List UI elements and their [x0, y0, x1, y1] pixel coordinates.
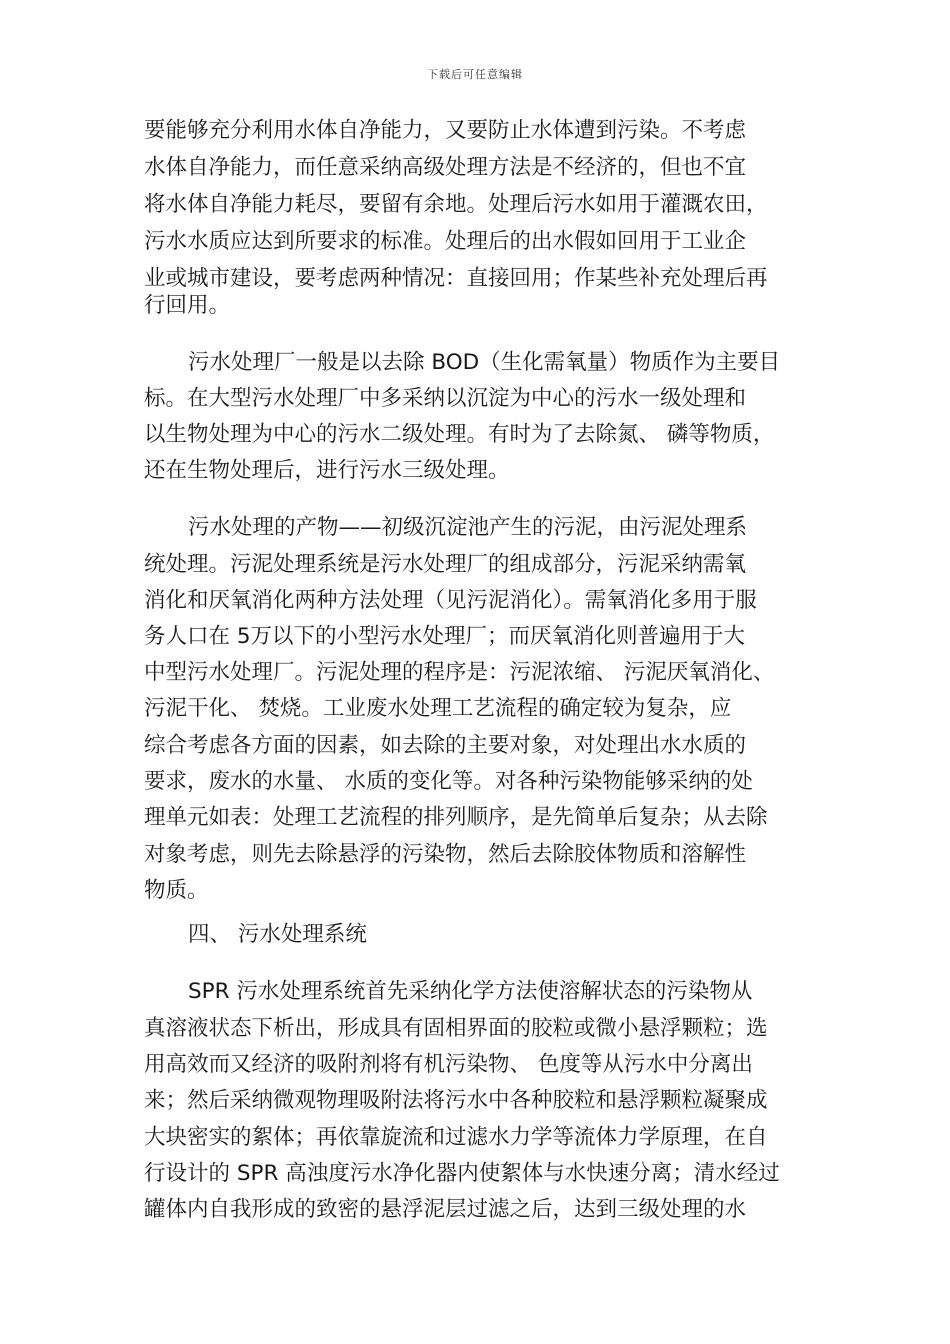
text-line: 污水处理厂一般是以去除 BOD（生化需氧量）物质作为主要目 [188, 350, 781, 375]
text-line: 将水体自净能力耗尽，要留有余地。处理后污水如用于灌溉农田， [144, 192, 768, 217]
text-line: 水体自净能力，而任意采纳高级处理方法是不经济的，但也不宜 [144, 155, 747, 180]
page-header: 下载后可任意编辑 [427, 68, 523, 81]
text-line: SPR 污水处理系统首先采纳化学方法使溶解状态的污染物从 [188, 979, 753, 1004]
text-line: 要求，废水的水量、 水质的变化等。对各种污染物能够采纳的处 [144, 769, 753, 794]
text-line: 物质。 [144, 878, 209, 903]
text-line: 大块密实的絮体；再依靠旋流和过滤水力学等流体力学原理，在自 [144, 1125, 768, 1150]
text-line: 罐体内自我形成的致密的悬浮泥层过滤之后，达到三级处理的水 [144, 1197, 747, 1222]
text-line: 要能够充分利用水体自净能力，又要防止水体遭到污染。不考虑 [144, 118, 747, 143]
text-line: 还在生物处理后，进行污水三级处理。 [144, 458, 510, 483]
text-line: 来；然后采纳微观物理吸附法将污水中各种胶粒和悬浮颗粒凝聚成 [144, 1088, 768, 1113]
text-line: 行回用。 [144, 293, 231, 318]
text-line: 真溶液状态下析出，形成具有固相界面的胶粒或微小悬浮颗粒；选 [144, 1016, 768, 1041]
text-line: 行设计的 SPR 高浊度污水净化器内使絮体与水快速分离；清水经过 [144, 1161, 780, 1186]
text-line: 标。在大型污水处理厂中多采纳以沉淀为中心的污水一级处理和 [144, 386, 747, 411]
text-line: 对象考虑，则先去除悬浮的污染物，然后去除胶体物质和溶解性 [144, 842, 747, 867]
text-line: 用高效而又经济的吸附剂将有机污染物、 色度等从污水中分离出 [144, 1052, 753, 1077]
text-line: 消化和厌氧消化两种方法处理（见污泥消化）。需氧消化多用于服 [144, 588, 757, 613]
text-line: 污水处理的产物——初级沉淀池产生的污泥，由污泥处理系 [188, 515, 748, 540]
text-line: 以生物处理为中心的污水二级处理。有时为了去除氮、 磷等物质， [144, 422, 775, 447]
text-line: 综合考虑各方面的因素，如去除的主要对象，对处理出水水质的 [144, 733, 747, 758]
section-heading: 四、 污水处理系统 [188, 922, 367, 947]
text-line: 理单元如表：处理工艺流程的排列顺序，是先简单后复杂；从去除 [144, 805, 768, 830]
text-line: 统处理。污泥处理系统是污水处理厂的组成部分，污泥采纳需氧 [144, 552, 747, 577]
text-line: 污泥干化、 焚烧。工业废水处理工艺流程的确定较为复杂，应 [144, 696, 732, 721]
text-line: 务人口在 5万以下的小型污水处理厂；而厌氧消化则普遍用于大 [144, 624, 746, 649]
text-line: 中型污水处理厂。污泥处理的程序是：污泥浓缩、 污泥厌氧消化、 [144, 660, 775, 685]
text-line: 污水水质应达到所要求的标准。处理后的出水假如回用于工业企 [144, 229, 747, 254]
text-line: 业或城市建设，要考虑两种情况：直接回用；作某些补充处理后再 [144, 266, 768, 291]
